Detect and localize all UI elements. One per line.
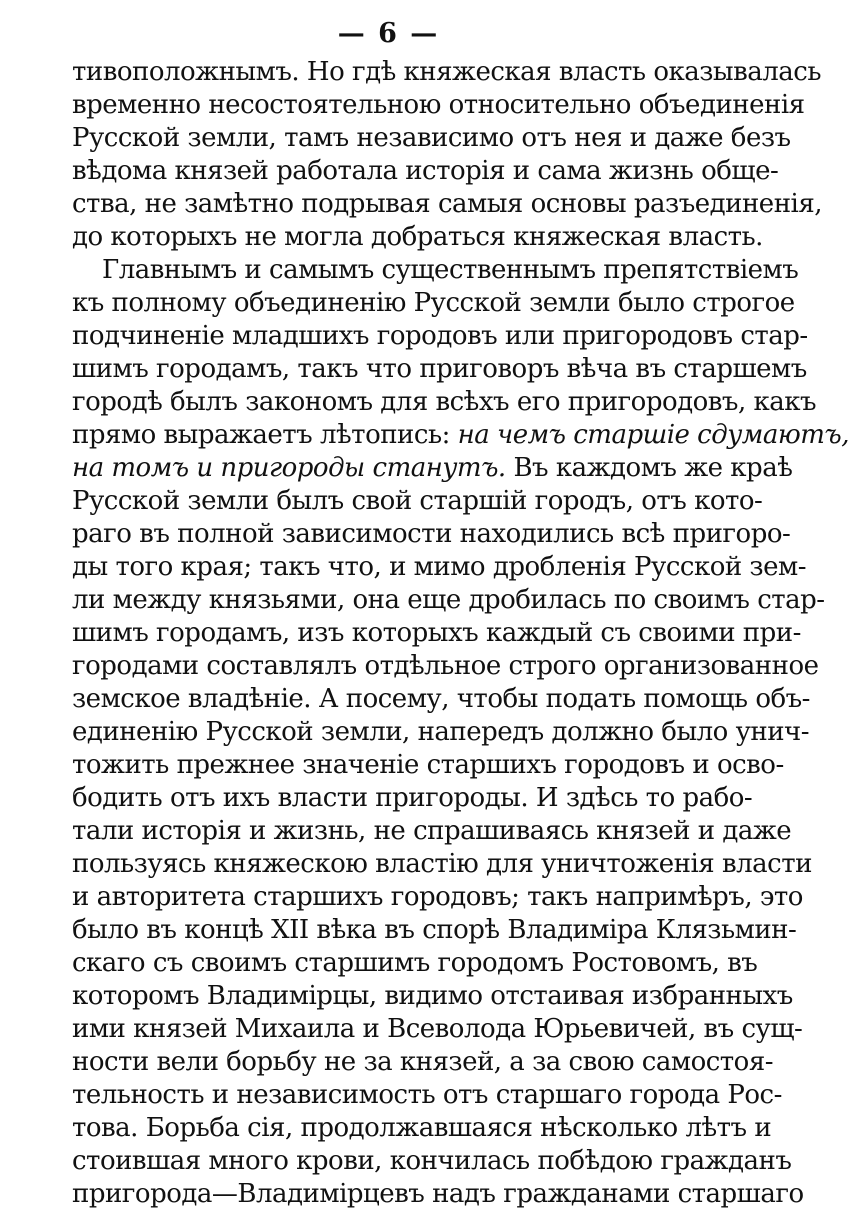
text-line: къ полному объединенію Русской земли было строгое xyxy=(72,288,795,318)
text-line: которомъ Владимірцы, видимо отстаивая избранныхъ xyxy=(72,981,793,1011)
text-line: городѣ былъ закономъ для всѣхъ его пригородовъ, какъ xyxy=(72,387,817,417)
text-line: до которыхъ не могла добраться княжеская власть. xyxy=(72,222,763,252)
paragraph-2 xyxy=(72,254,849,1211)
text-line: Русской земли, тамъ независимо отъ нея и даже безъ xyxy=(72,123,791,153)
chronicle-quote: на чемъ старшіе сдумаютъ, xyxy=(457,420,849,450)
text-line-with-quote xyxy=(72,419,849,452)
text-line: ды того края; такъ что, и мимо дробленія Русской зем- xyxy=(72,552,807,582)
text-line: пользуясь княжескою властію для уничтоженія власти xyxy=(72,849,812,879)
text-line: и авторитета старшихъ городовъ; такъ напримѣръ, это xyxy=(72,882,803,912)
text-line-with-quote xyxy=(72,452,793,485)
text-line: временно несостоятельною относительно объединенія xyxy=(72,90,805,120)
text-line: бодить отъ ихъ власти пригороды. И здѣсь то рабо- xyxy=(72,783,753,813)
text-line: Главнымъ и самымъ существеннымъ препятствіемъ xyxy=(102,255,799,285)
text-line: това. Борьба сія, продолжавшаяся нѣсколько лѣтъ и xyxy=(72,1113,772,1143)
text-line: ли между князьями, она еще дробилась по своимъ стар- xyxy=(72,585,825,615)
page-number: — 6 — xyxy=(337,18,440,49)
body-text xyxy=(72,56,849,1211)
text-line: земское владѣніе. А посему, чтобы подать помощь объ- xyxy=(72,684,810,714)
text-line: раго въ полной зависимости находились всѣ пригоро- xyxy=(72,519,791,549)
plain-text: Въ каждомъ же краѣ xyxy=(505,453,793,483)
text-line: шимъ городамъ, изъ которыхъ каждый съ своими при- xyxy=(72,618,801,648)
text-line: вѣдома князей работала исторія и сама жизнь обще- xyxy=(72,156,779,186)
chronicle-quote: на томъ и пригороды станутъ. xyxy=(72,453,506,483)
text-line: было въ концѣ XII вѣка въ спорѣ Владиміра Клязьмин- xyxy=(72,915,797,945)
text-line: пригорода—Владимірцевъ надъ гражданами старшаго xyxy=(72,1179,804,1209)
plain-text: прямо выражаетъ лѣтопись: xyxy=(72,420,458,450)
text-line: скаго съ своимъ старшимъ городомъ Ростовомъ, въ xyxy=(72,948,758,978)
text-line: городами составлялъ отдѣльное строго организованное xyxy=(72,651,819,681)
text-line: тожить прежнее значеніе старшихъ городовъ и осво- xyxy=(72,750,784,780)
text-line: Русской земли былъ свой старшій городъ, отъ кото- xyxy=(72,486,763,516)
text-line: подчиненіе младшихъ городовъ или пригородовъ стар- xyxy=(72,321,808,351)
text-line: шимъ городамъ, такъ что приговоръ вѣча въ старшемъ xyxy=(72,354,807,384)
text-line: тали исторія и жизнь, не спрашиваясь князей и даже xyxy=(72,816,792,846)
text-line: стоившая много крови, кончилась побѣдою гражданъ xyxy=(72,1146,792,1176)
text-line: ности вели борьбу не за князей, а за свою самостоя- xyxy=(72,1047,774,1077)
text-line: тельность и независимость отъ старшаго города Рос- xyxy=(72,1080,782,1110)
text-line: ими князей Михаила и Всеволода Юрьевичей, въ сущ- xyxy=(72,1014,803,1044)
paragraph-1 xyxy=(72,56,823,254)
text-line: единенію Русской земли, напередъ должно было унич- xyxy=(72,717,810,747)
text-line: ства, не замѣтно подрывая самыя основы разъединенія, xyxy=(72,189,823,219)
text-line: тивоположнымъ. Но гдѣ княжеская власть оказывалась xyxy=(72,57,821,87)
